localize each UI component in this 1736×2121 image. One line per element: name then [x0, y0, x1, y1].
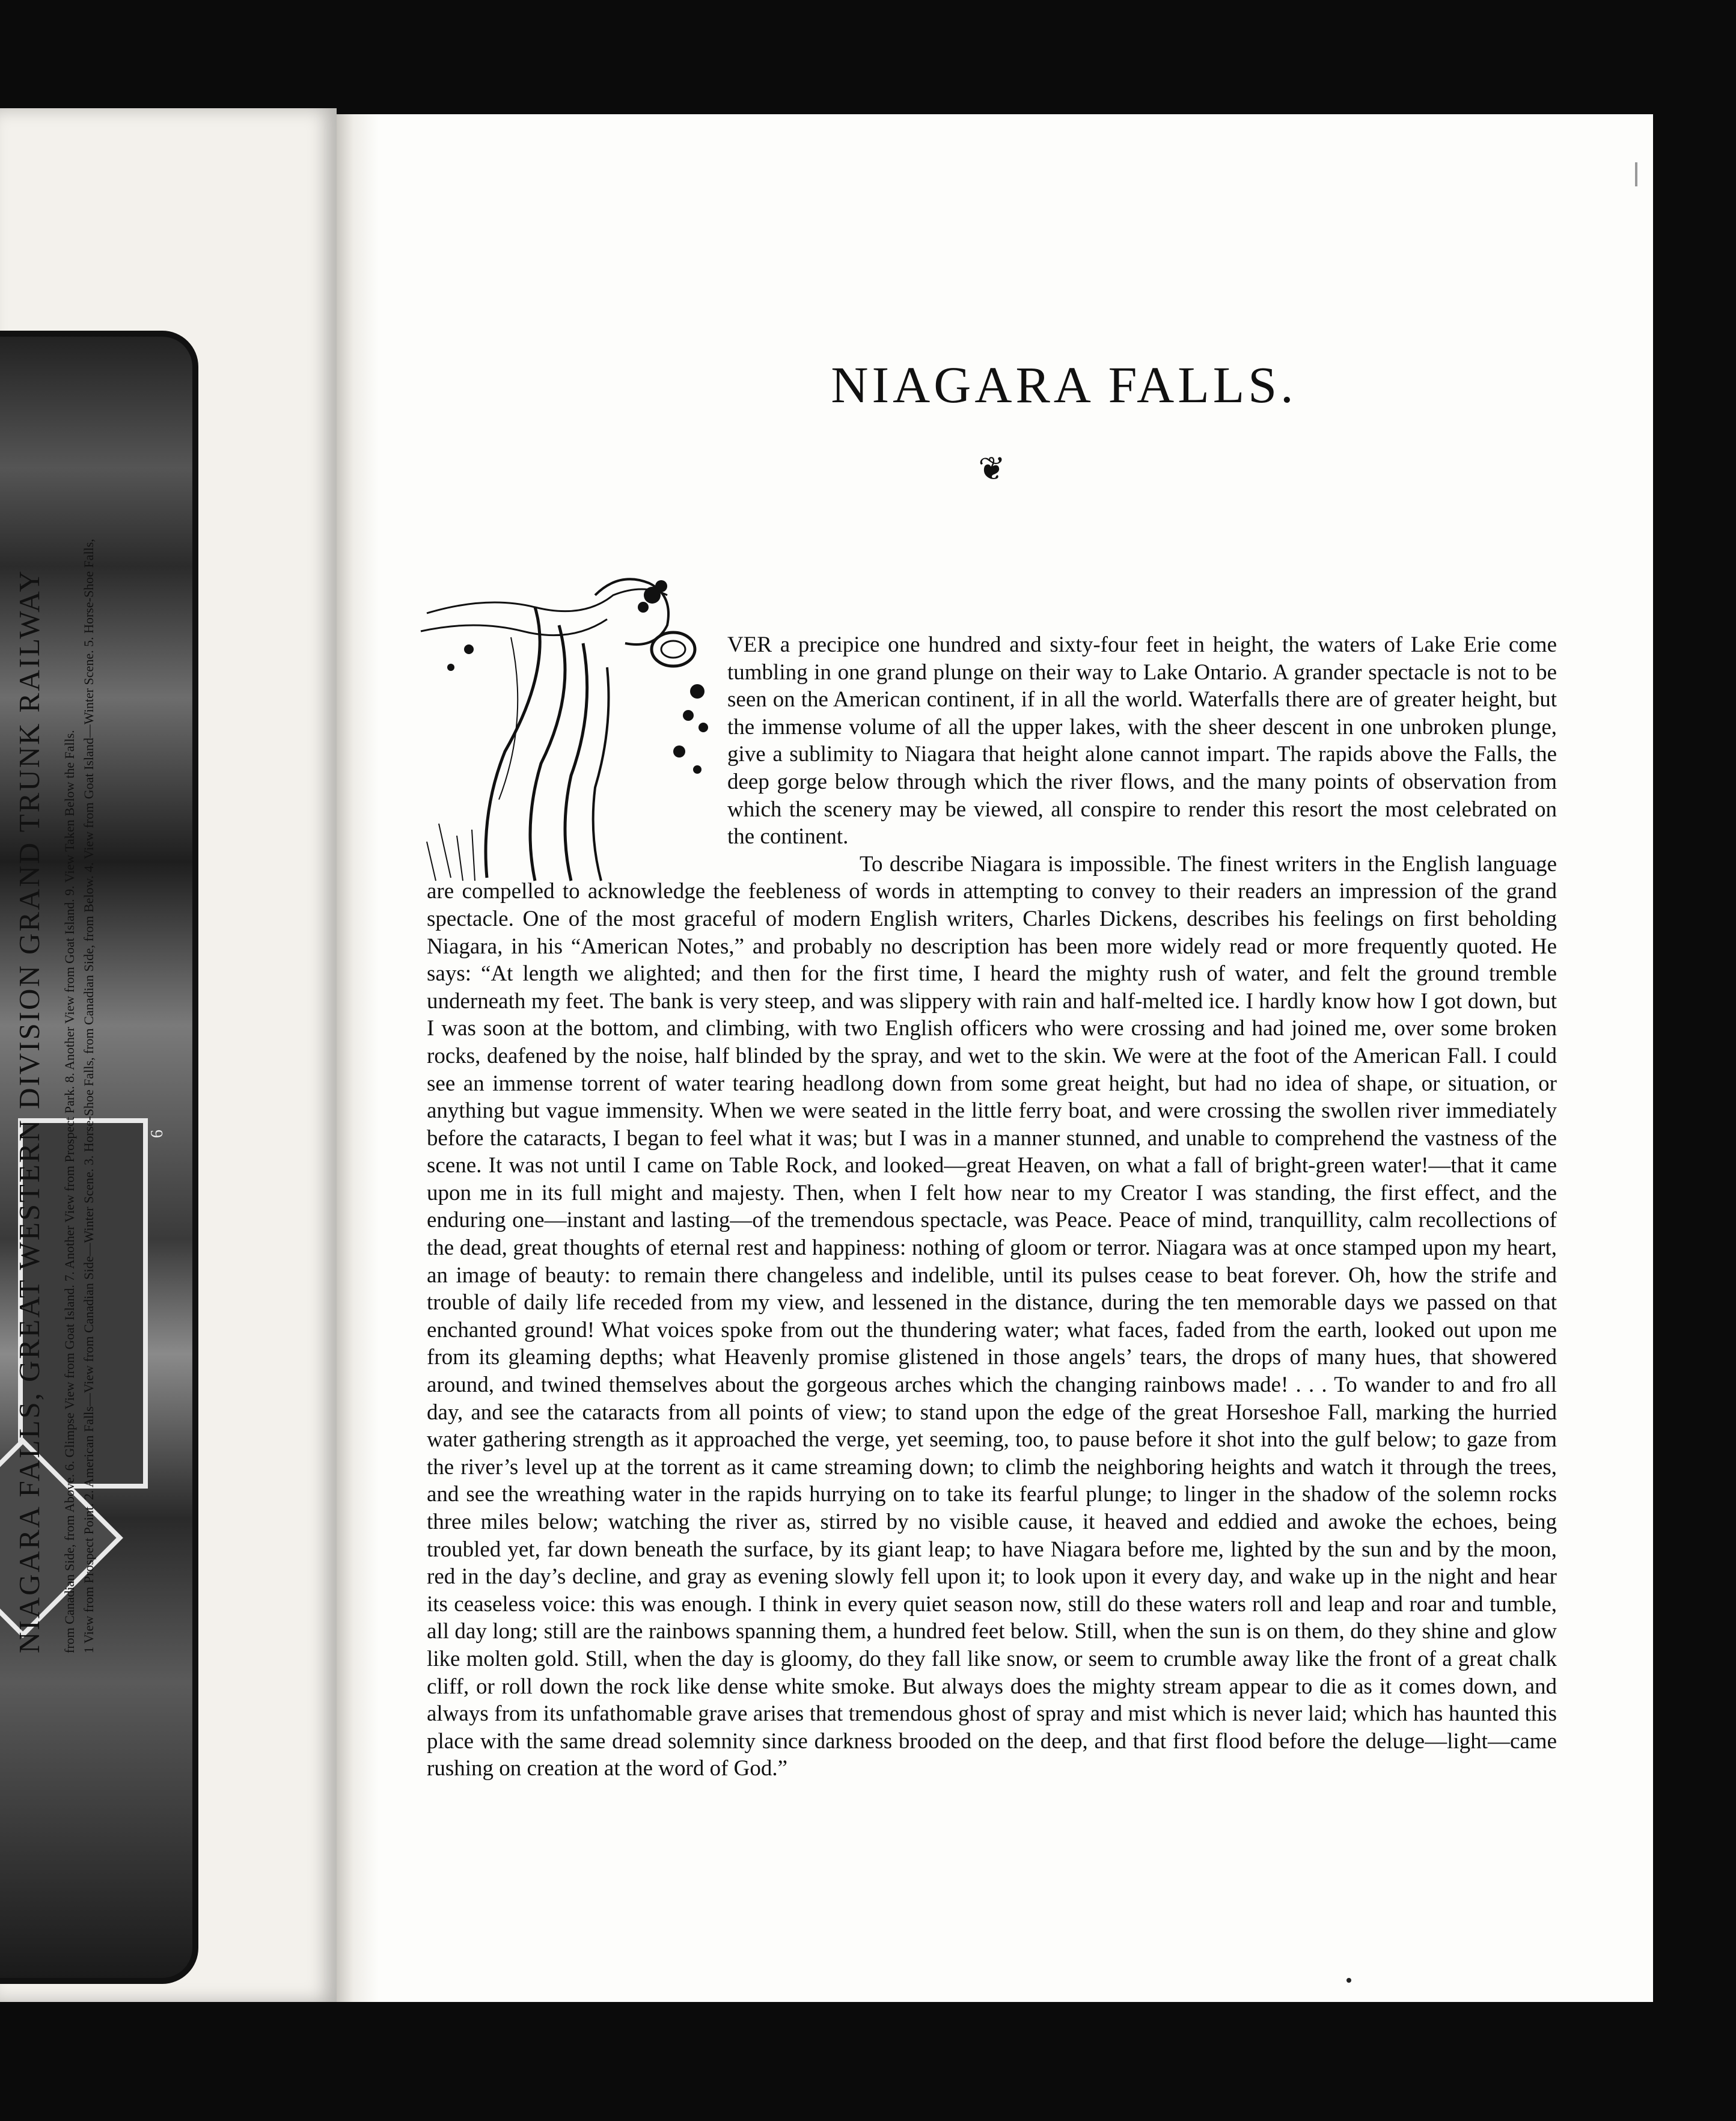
plate-number: 6 — [148, 1130, 167, 1138]
article-paragraph: VER a precipice one hundred and sixty-four feet in height, the waters of Lake Erie come tumbling in one grand plunge on their way to Lake Ontario. A grander spectacle is not to be seen on the American continent, if in all the world. Waterfalls there are of greater height, but the immense volume of all the upper lakes, with the sheer descent in one unbroken plunge, give a sublimity to Niagara that height alone cannot impart. The rapids above the Falls, the deep gorge below through which the river flows, and the many points of observation from which the scenery may be viewed, all conspire to render this resort the most celebrated on the continent. — [727, 632, 1557, 849]
fleuron-ornament-icon: ❦ — [978, 451, 1006, 487]
article-page — [379, 114, 1653, 2002]
plate-caption-title: NIAGARA FALLS, GREAT WESTERN DIVISION GRAND TRUNK RAILWAY — [13, 569, 46, 1653]
article-body — [427, 631, 1557, 1783]
article-title: NIAGARA FALLS. — [831, 356, 1297, 414]
page-edge-mark — [1635, 162, 1637, 186]
book-gutter — [337, 114, 379, 2002]
article-paragraph: To describe Niagara is impossible. The finest writers in the English language are compelled to acknowledge the feebleness of words in attempting to convey to their readers an impression of the grand spectacle. One of the most graceful of modern English writers, Charles Dickens, describes his feelings on first beholding Niagara, in his “American Notes,” and probably no description has been more widely read or more frequently quoted. He says: “At length we alighted; and then for the first time, I heard the mighty rush of water, and felt the ground tremble underneath my feet. The bank is very steep, and was slippery with rain and half-melted ice. I hardly know how I got down, but I was soon at the bottom, and climbing, with two English officers who were crossing and had joined me, over some broken rocks, deafened by the noise, half blinded by the spray, and wet to the skin. We were at the foot of the American Fall. I could see an immense torrent of water tearing headlong down from some great height, but had no idea of shape, or situation, or anything but vague immensity. When we were seated in the little ferry boat, and were crossing the swollen river immediately before the cataracts, I began to feel what it was; but I was in a manner stunned, and unable to comprehend the vastness of the scene. It was not until I came on Table Rock, and looked—great Heaven, on what a fall of bright-green water!—that it came upon me in its full might and majesty. Then, when I felt how near to my Creator I was standing, the first effect, and the enduring one—instant and lasting—of the tremendous spectacle, was Peace. Peace of mind, tranquillity, calm recollections of the dead, great thoughts of eternal rest and happiness: nothing of gloom or terror. Niagara was at once stamped upon my heart, an image of beauty: to remain there changeless and indelible, until its pulses cease to beat forever. Oh, how the strife and trouble of daily life receded from my view, and lessened in the distance, during the ten memorable days we passed on that enchanted ground! What voices spoke from out the thundering water; what faces, faded from the earth, looked out upon me from its gleaming depths; what Heavenly promise glistened in those angels’ tears, the drops of many hues, that showered around, and twined themselves about the gorgeous arches which the changing rainbows made! . . . To wander to and fro all day, and see the cataracts from all points of view; to stand upon the edge of the great Horseshoe Fall, marking the hurried water gathering strength as it approached the verge, yet seeming, too, to pause before it shot into the gulf below; to gaze from the river’s level up at the torrent as it came streaming down; to climb the neighboring heights and watch it through the trees, and see the wreathing water in the rapids hurrying on to take its fearful plunge; to linger in the shadow of the solemn rocks three miles below; watching the river as, stirred by no visible cause, it heaved and eddied and awoke the echoes, being troubled yet, far down beneath the surface, by its giant leap; to have Niagara before me, lighted by the sun and by the moon, red in the day’s decline, and gray as evening slowly fell upon it; to look upon it every day, and wake up in the night and hear its ceaseless voice: this was enough. I think in every quiet season now, still do these waters roll and leap and roar and tumble, all day long; still are the rainbows spanning them, a hundred feet below. Still, when the sun is on them, do they shine and glow like molten gold. Still, when the day is gloomy, do they fall like snow, or seem to crumble away like the front of a great chalk cliff, or roll down the rock like dense white smoke. But always does the mighty stream appear to die as it comes down, and always from its unfathomable grave arises that tremendous ghost of spray and mist which is never laid; which has haunted this place with the same dread solemnity since darkness brooded on the deep, and that first flood before the deluge—light—came rushing on creation at the word of God.” — [427, 851, 1557, 1781]
dropcap-wrap-space — [427, 631, 727, 878]
plate-caption-line: from Canadian Side, from Above. 6. Glimpse View from Goat Island. 7. Another View from Prospect Park. 8. Another View from Goat Island. 9. View Taken Below the Falls. — [62, 730, 77, 1653]
left-facing-page — [0, 108, 337, 2002]
plate-caption — [12, 385, 100, 1653]
page-dot-mark — [1346, 1978, 1351, 1983]
plate-caption-line: 1 View from Prospect Point. 2. American Falls—View from Canadian Side—Winter Scene. 3. Horse-Shoe Falls, from Canadian Side, from Below. 4. View from Goat Island—Winter Scene. 5. Horse-Shoe Falls, — [81, 539, 96, 1653]
